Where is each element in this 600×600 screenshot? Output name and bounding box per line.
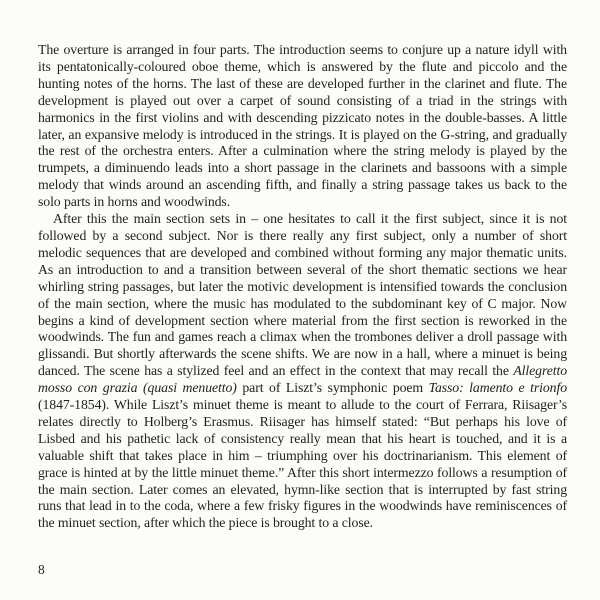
paragraph-overture-description bbox=[38, 42, 567, 211]
page-text bbox=[38, 42, 567, 532]
text-segment: part of Liszt’s symphonic poem bbox=[236, 380, 429, 396]
text-segment: After this the main section sets in – one hesitates to call it the first subject, since it is not followed by a second subject. Nor is there really any first subject, only a number of short melodic sequences that are developed and combined without forming any major thematic units. As an introduction to and a transition between several of the short thematic sections we hear whirling string passages, but later the motivic development is intensified towards the conclusion of the main section, where the music has modulated to the subdominant key of C major. Now begins a kind of development section where material from the first section is reworked in the woodwinds. The fun and games reach a climax when the trombones deliver a droll passage with glissandi. But shortly afterwards the scene shifts. We are now in a hall, where a minuet is being danced. The scene has a stylized feel and an effect in the context that may recall the bbox=[38, 211, 567, 379]
italic-text-segment: Allegretto mosso con grazia (quasi menuetto) bbox=[38, 363, 567, 396]
paragraph-main-section-description bbox=[38, 211, 567, 532]
page-number: 8 bbox=[38, 562, 45, 577]
italic-text-segment: Tasso: lamento e trionfo bbox=[428, 380, 567, 396]
text-segment: The overture is arranged in four parts. The introduction seems to conjure up a nature idyll with its pentatonically-coloured oboe theme, which is answered by the flute and piccolo and the hunting notes of the horns. The last of these are developed further in the clarinet and flute. The development is played out over a carpet of sound consisting of a triad in the strings with harmonics in the first violins and with descending pizzicato notes in the double-basses. A little later, an expansive melody is introduced in the strings. It is played on the G-string, and gradually the rest of the orchestra enters. After a culmination where the string melody is played by the trumpets, a diminuendo leads into a short passage in the clarinets and bassoons with a simple melody that winds around an ascending fifth, and finally a string passage takes us back to the solo parts in horns and woodwinds. bbox=[38, 42, 567, 210]
text-segment: (1847-1854). While Liszt’s minuet theme is meant to allude to the court of Ferrara, Riisager’s relates directly to Holberg’s Erasmus. Riisager has himself stated: “But perhaps his love of Lisbed and his pathetic lack of consistency really mean that his heart is touched, and it is a valuable shift that takes place in him – triumphing over his doctrinarianism. This element of grace is hinted at by the little minuet theme.” After this short intermezzo follows a resumption of the main section. Later comes an elevated, hymn-like section that is interrupted by fast string runs that lead in to the coda, where a few frisky figures in the woodwinds have reminiscences of the minuet section, after which the piece is brought to a close. bbox=[38, 397, 567, 531]
